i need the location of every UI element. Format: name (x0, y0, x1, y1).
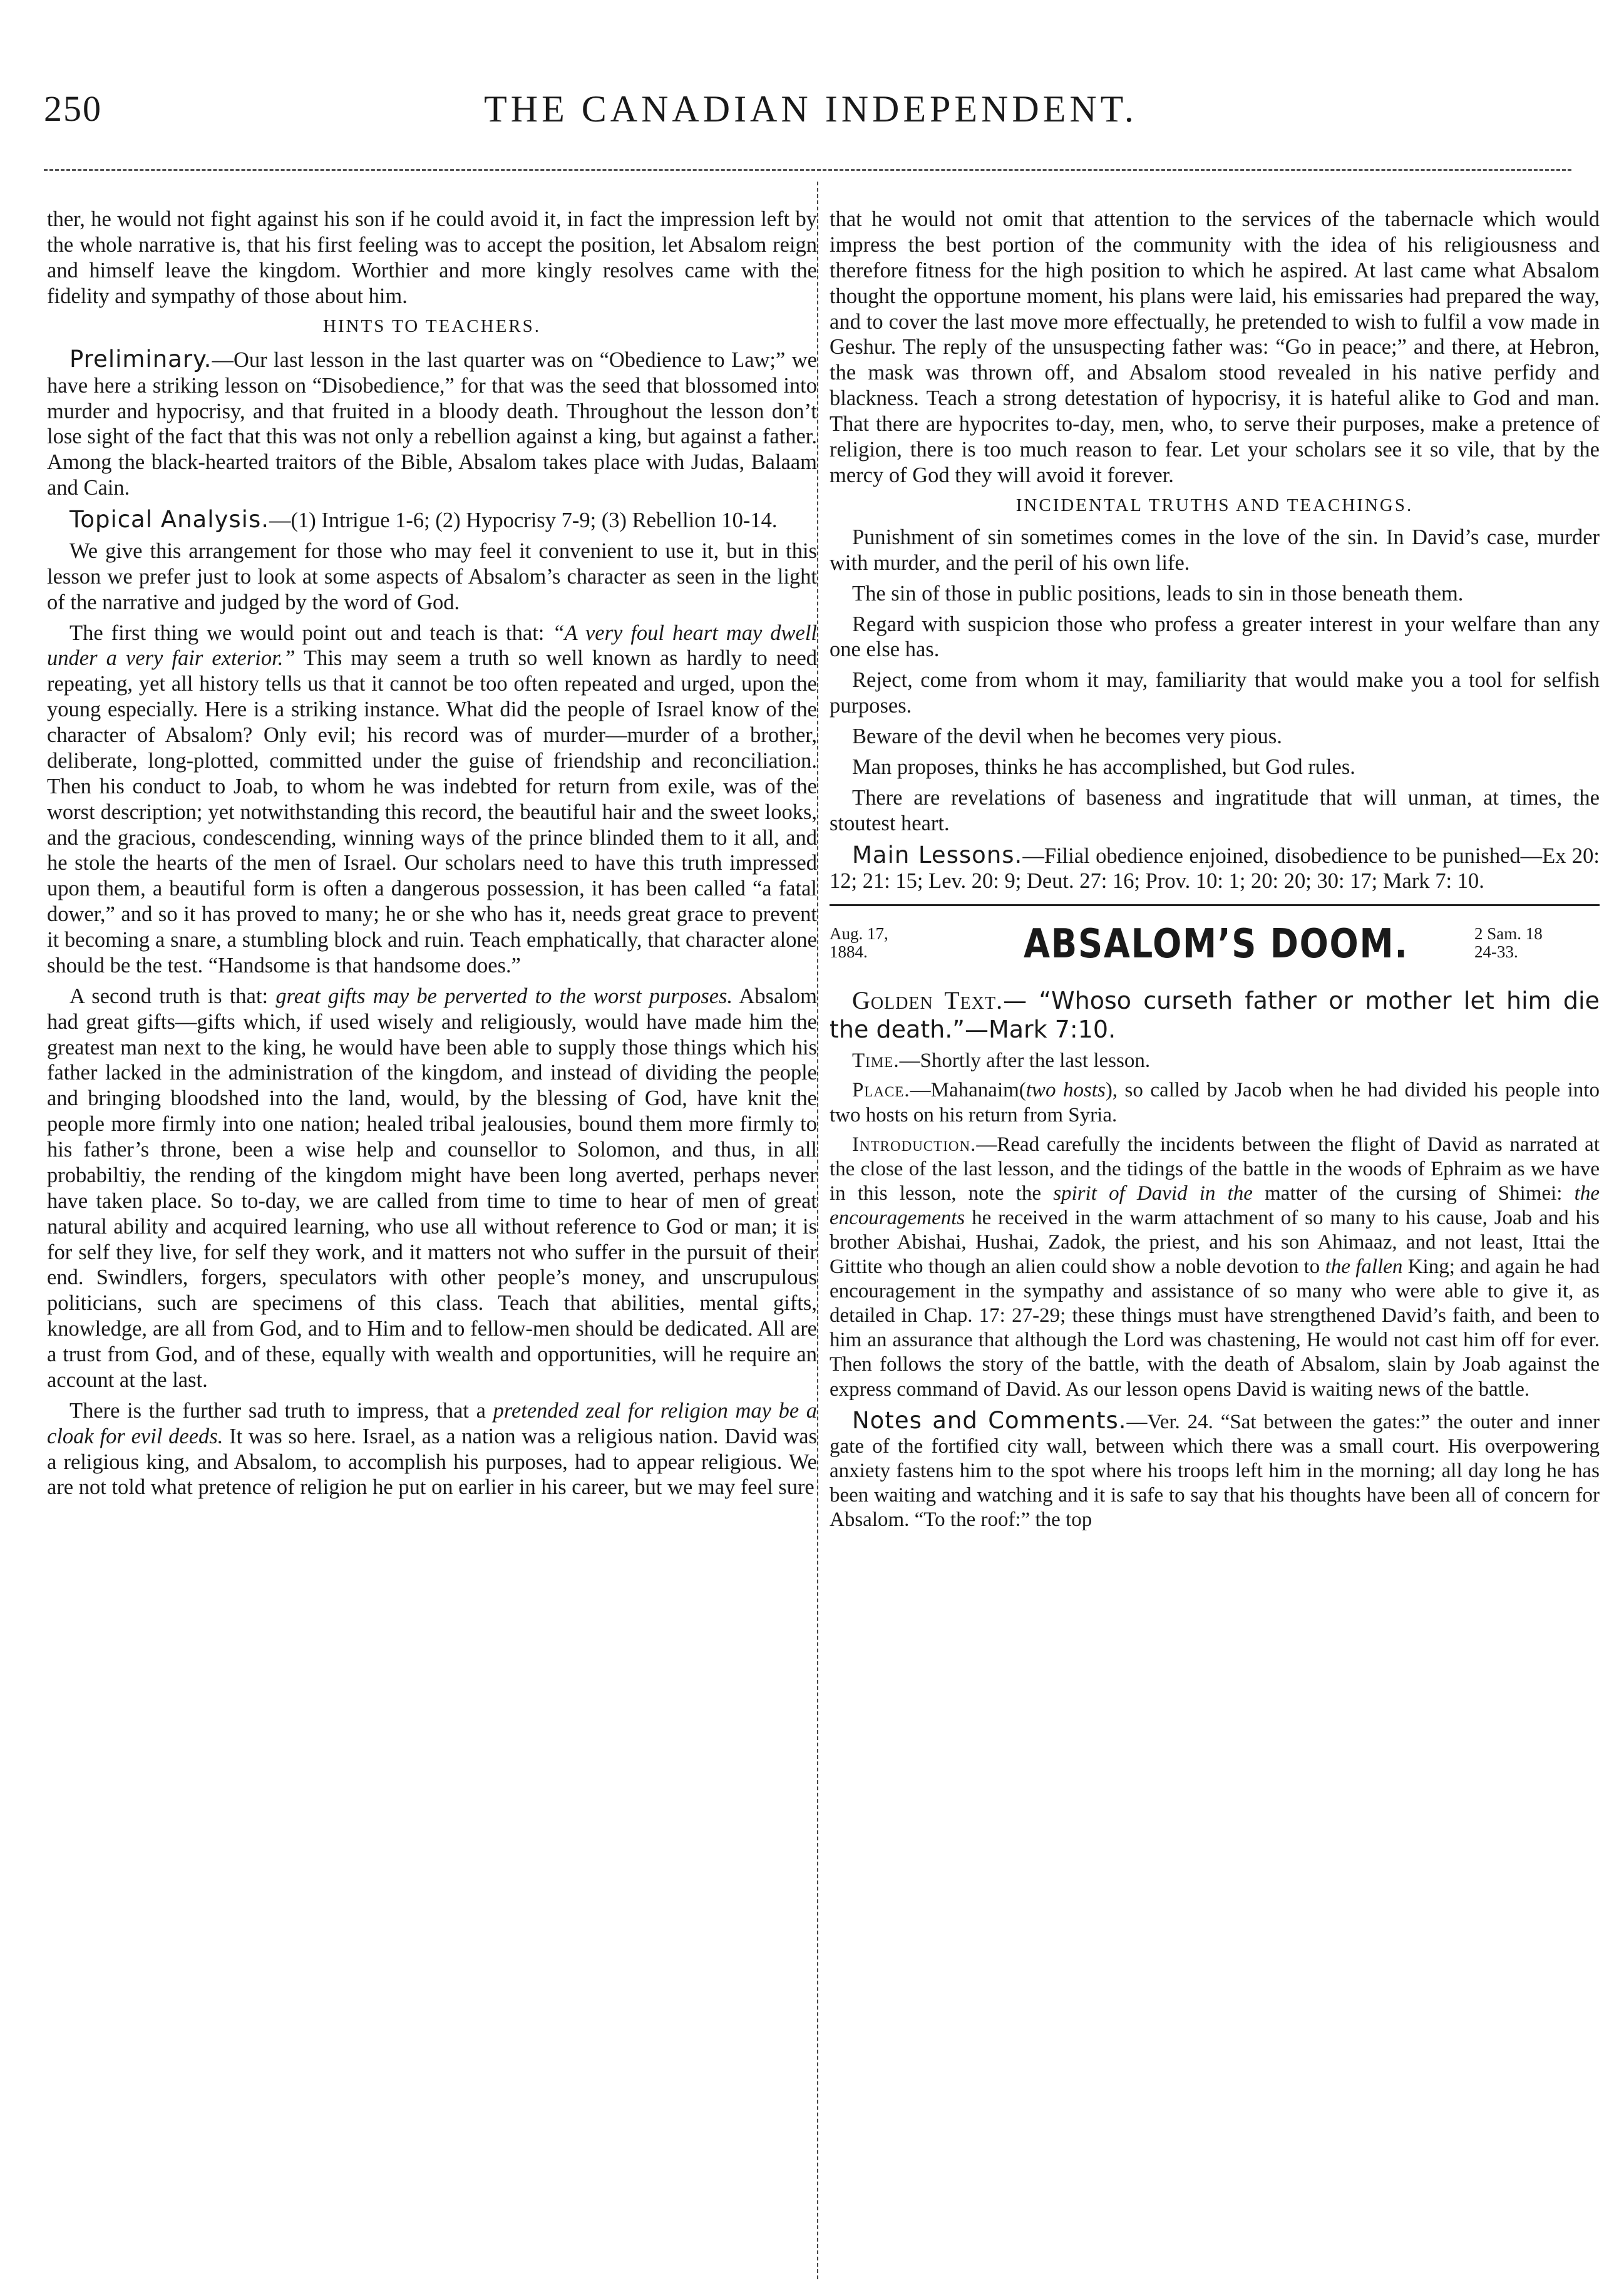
further-truth-paragraph (47, 1398, 817, 1501)
notes-paragraph (830, 1407, 1600, 1532)
italic-text: “A very foul heart may dwell under a very fair exterior.” (47, 621, 817, 671)
first-truth-paragraph (47, 621, 817, 979)
italic-text: two hosts (1025, 1079, 1106, 1102)
notes-text: —Ver. 24. “Sat between the gates:” the outer and inner gate of the fortified city wall, between which there was a small court. His overpowering anxiety fastens him to the spot where his troops left him in the morning; all day long he has been waiting and watching and it is safe to say that his thoughts have been all of concern for Absalom. “To the roof:” the top (830, 1410, 1600, 1532)
introduction-label: Introduction. (852, 1133, 977, 1156)
journal-title: THE CANADIAN INDEPENDENT. (484, 88, 1138, 130)
second-truth-paragraph (47, 984, 817, 1393)
golden-text-body: — “Whoso curseth father or mother let him die the death.”—Mark 7:10. (830, 987, 1600, 1044)
place-label: Place. (852, 1079, 910, 1102)
lesson-ref-line: 2 Sam. 18 (1474, 924, 1543, 944)
italic-text: the fallen (1325, 1255, 1403, 1279)
italic-text: spirit of David in the (1053, 1182, 1253, 1205)
text-run: It was so here. Israel, as a nation was a religious nation. David was a religious king, and Absalom, to accomplish his purposes, had to appear religious. We are not told what pretence of religion he put on earlier in his career, but we may feel sure (47, 1424, 817, 1500)
incidental-heading: INCIDENTAL TRUTHS AND TEACHINGS. (1015, 495, 1414, 515)
teaching-item: Punishment of sin sometimes comes in the love of the sin. In David’s case, murder with murder, and the peril of his own life. (830, 525, 1600, 575)
teaching-item: The sin of those in public positions, leads to sin in those beneath them. (852, 581, 1464, 605)
text-run: The first thing we would point out and teach is that: (69, 621, 553, 645)
teaching-item: Man proposes, thinks he has accomplished, but God rules. (852, 755, 1355, 779)
page-header (38, 88, 1584, 144)
hints-heading: HINTS TO TEACHERS. (322, 316, 542, 336)
topical-paragraph (47, 506, 817, 533)
preliminary-lead: Preliminary. (69, 345, 212, 373)
text-run: There is the further sad truth to impress, that a (69, 1398, 493, 1423)
time-paragraph (830, 1049, 1600, 1073)
paragraph: We give this arrangement for those who may feel it convenient to use it, but in this lesson we prefer just to look at some aspects of Absalom’s character as seen in the light of the narrative and judged by the word of God. (47, 538, 817, 614)
column-divider (817, 182, 818, 2279)
lesson-rule (830, 904, 1600, 906)
time-text: —Shortly after the last lesson. (899, 1049, 1151, 1073)
teaching-item: There are revelations of baseness and ingratitude that will unman, at times, the stoutest heart. (830, 785, 1600, 835)
preliminary-paragraph (47, 346, 817, 501)
italic-text: the encouragements (830, 1182, 1600, 1229)
text-run: King; and again he had encouragement in the sympathy and assistance of so many who were able to give it, as detailed in Chap. 17: 27-29; these things must have strengthened David’s faith, and been to him an assurance that although the Lord was chastening, He would not cast him off for ever. Then follows the story of the battle, with the death of Absalom, slain by Joab against the express command of David. As our lesson opens David is waiting news of the battle. (830, 1255, 1600, 1401)
text-run: A second truth is that: (69, 984, 276, 1008)
preliminary-text: —Our last lesson in the last quarter was on “Obedience to Law;” we have here a striking lesson on “Disobedience,” for that was the seed that blossomed into murder and hypocrisy, and that fruited in a bloody death. Throughout the lesson don’t lose sight of the fact that this was not only a rebellion against a king, but against a father. Among the black-hearted traitors of the Bible, Absalom takes place with Judas, Balaam and Cain. (47, 348, 817, 500)
text-run: matter of the cursing of Shimei: (1252, 1182, 1575, 1205)
italic-text: great gifts may be perverted to the worst purposes. (275, 984, 733, 1008)
time-label: Time. (852, 1049, 900, 1073)
teaching-item: Beware of the devil when he becomes very pious. (852, 724, 1282, 749)
text-run: This may seem a truth so well known as hardly to need repeating, yet all history tells us that it cannot be too often repeated and urged, upon the young especially. Here is a striking instance. What did the people of Israel know of the character of Absalom? Only evil; his record was of murder—murder of a brother, deliberate, long-plotted, committed under the guise of friendship and reconciliation. Then his conduct to Joab, to whom he was indebted for return from exile, was of the worst description; yet notwithstanding this record, the beautiful hair and the sweet looks, and the gracious, condescending, winning ways of the prince blinded them to it all, and he stole the hearts of the men of Israel. Our scholars need to have this truth impressed upon them, a beautiful form is often a dangerous possession, it has been called “a fatal dower,” and so it has proved to many; he or she who has it, needs great grace to prevent it becoming a snare, a stumbling block and ruin. Teach emphatically, that character alone should be the test. “Handsome is that handsome does.” (47, 646, 817, 977)
text-run: he received in the warm attachment of so many to his cause, Joab and his brother Abishai, Hushai, Zadok, the priest, and his son Ahimaaz, and not least, Ittai the Gittite who though an alien could show a noble devotion to (830, 1206, 1600, 1279)
topical-lead: Topical Analysis. (69, 506, 269, 533)
header-rule (44, 169, 1571, 171)
text-run: ), so called by Jacob when he had divided his people into two hosts on his return from Syria. (830, 1079, 1600, 1126)
golden-text-label: Golden Text. (852, 986, 1004, 1015)
lesson-date-line: Aug. 17, (830, 924, 888, 944)
main-lessons-paragraph (830, 842, 1600, 895)
text-run: —Read carefully the incidents between the flight of David as narrated at the close of the last lesson, and the tidings of the battle in the woods of Ephraim as we have in this lesson, note the (830, 1133, 1600, 1205)
italic-text: pretended zeal for religion may be a cloak for evil deeds. (47, 1398, 817, 1448)
left-column (47, 207, 817, 2267)
notes-lead: Notes and Comments. (852, 1406, 1127, 1434)
teaching-item: Regard with suspicion those who profess a greater interest in your welfare than any one else has. (830, 612, 1600, 662)
topical-text: —(1) Intrigue 1-6; (2) Hypocrisy 7-9; (3) Rebellion 10-14. (269, 508, 778, 533)
main-lessons-lead: Main Lessons. (852, 841, 1023, 868)
lesson-date-line: 1884. (830, 942, 868, 961)
lesson-scripture-ref (1474, 925, 1593, 961)
paragraph: ther, he would not fight against his son if he could avoid it, in fact the impression left by the whole narrative is, that his first feeling was to accept the position, let Absalom reign and himself leave the kingdom. Worthier and more kingly resolves came with the fidelity and sympathy of those about him. (47, 207, 817, 308)
right-column (830, 207, 1600, 2267)
text-run: —Mahanaim( (910, 1079, 1026, 1102)
page-number: 250 (44, 88, 102, 129)
teaching-item: Reject, come from whom it may, familiarity that would make you a tool for selfish purposes. (830, 668, 1600, 718)
lesson-ref-line: 24-33. (1474, 942, 1518, 961)
paragraph: that he would not omit that attention to the services of the tabernacle which would impress the best portion of the community with the idea of his religiousness and therefore fitness for the high position to which he aspired. At last came what Absalom thought the opportune moment, his plans were laid, his emissaries had prepared the way, and to cover the last move more effectually, he pretended to wish to fulfil a vow made in Geshur. The reply of the unsuspecting father was: “Go in peace;” and there, at Hebron, the mask was thrown off, and Absalom stood revealed in his native perfidy and blackness. Teach a strong detestation of hypocrisy, it is hateful alike to God and man. That there are hypocrites to-day, men, who, to serve their purposes, make a pretence of religion, there is too much reason to fear. Let your scholars see it so vile, that by the mercy of God they will avoid it forever. (830, 207, 1600, 487)
text-run: Absalom had great gifts—gifts which, if used wisely and religiously, would have made him the greatest man next to the king, he would have been able to supply those things which his father lacked in the administration of the kingdom, and instead of dividing the people and bringing bloodshed into the land, would, by the blessing of God, have knit the people more firmly into one nation; healed tribal jealousies, bound them more firmly to his father’s throne, been a wise help and counsellor to Solomon, and thus, in all probabiltiy, the rending of the kingdom might have been long averted, perhaps never have taken place. So to-day, we are called from time to time to hear of men of great natural ability and acquired learning, who use all without reference to God or man; it is for self they live, for self they work, and it matters not who suffer in the pursuit of their end. Swindlers, forgers, speculators with other people’s money, and unscrupulous politicians, such are specimens of this class. Teach that abilities, mental gifts, knowledge, are all from God, and to Him and to fellow-men should be dedicated. All are a trust from God, and of these, equally with wealth and opportunities, will he require an account at the last. (47, 984, 817, 1392)
lesson-title: ABSALOM’S DOOM. (1024, 921, 1409, 968)
lesson-date (830, 925, 911, 961)
place-paragraph (830, 1078, 1600, 1127)
lesson-header (830, 919, 1600, 981)
main-lessons-text: —Filial obedience enjoined, disobedience to be punished—Ex 20: 12; 21: 15; Lev. 20: 9; Deut. 27: 16; Prov. 10: 1; 20: 20; 30: 17; Mark 7: 10. (830, 843, 1600, 894)
golden-text (830, 986, 1600, 1044)
introduction-paragraph (830, 1133, 1600, 1402)
